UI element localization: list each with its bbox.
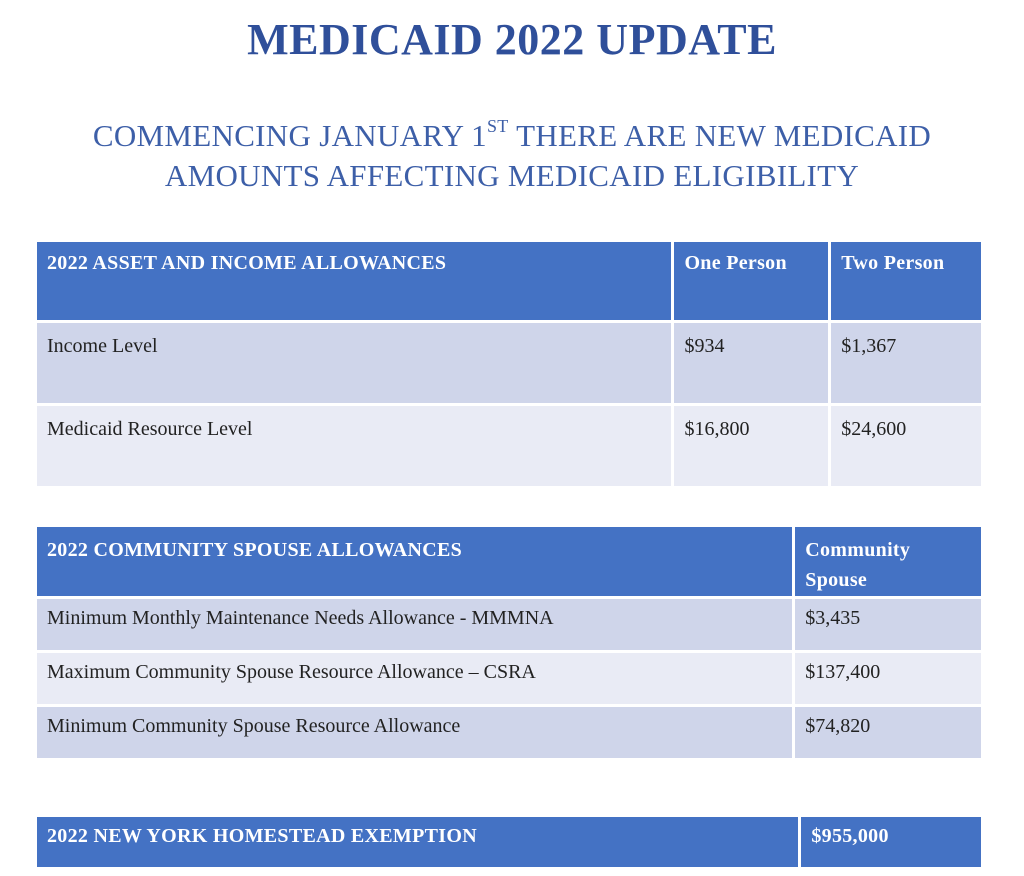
table-cell: Medicaid Resource Level bbox=[37, 406, 671, 486]
subtitle-part-1: COMMENCING JANUARY 1 bbox=[92, 118, 487, 153]
table-cell: Minimum Monthly Maintenance Needs Allowance - MMMNA bbox=[37, 599, 792, 650]
page-subtitle bbox=[60, 116, 964, 196]
subtitle-part-2: THERE ARE NEW MEDICAID AMOUNTS AFFECTING MEDICAID ELIGIBILITY bbox=[164, 118, 932, 193]
page-title: MEDICAID 2022 UPDATE bbox=[247, 15, 777, 64]
table-row bbox=[37, 707, 981, 758]
header-cell: Two Person bbox=[831, 242, 981, 320]
table-cell: $3,435 bbox=[795, 599, 981, 650]
header-cell: Community Spouse bbox=[795, 527, 981, 596]
header-cell: 2022 ASSET AND INCOME ALLOWANCES bbox=[37, 242, 671, 320]
subtitle-superscript: ST bbox=[486, 116, 509, 136]
header-cell: One Person bbox=[674, 242, 828, 320]
table-cell: Income Level bbox=[37, 323, 671, 403]
table-row bbox=[37, 323, 981, 403]
header-cell: 2022 COMMUNITY SPOUSE ALLOWANCES bbox=[37, 527, 792, 596]
table-cell: Maximum Community Spouse Resource Allowance – CSRA bbox=[37, 653, 792, 704]
table-cell: $1,367 bbox=[831, 323, 981, 403]
table-header-row bbox=[37, 527, 981, 596]
table-cell: $934 bbox=[674, 323, 828, 403]
table-cell: $24,600 bbox=[831, 406, 981, 486]
table-cell: $74,820 bbox=[795, 707, 981, 758]
table-row bbox=[37, 406, 981, 486]
table-row bbox=[37, 653, 981, 704]
asset-income-allowances-table bbox=[34, 239, 984, 489]
table-header-row bbox=[37, 817, 981, 867]
community-spouse-allowances-table bbox=[34, 524, 984, 761]
homestead-value: $955,000 bbox=[801, 817, 981, 867]
table-header-row bbox=[37, 242, 981, 320]
table-cell: $137,400 bbox=[795, 653, 981, 704]
table-row bbox=[37, 599, 981, 650]
table-cell: $16,800 bbox=[674, 406, 828, 486]
table-cell: Minimum Community Spouse Resource Allowance bbox=[37, 707, 792, 758]
homestead-label: 2022 NEW YORK HOMESTEAD EXEMPTION bbox=[37, 817, 798, 867]
homestead-exemption-table bbox=[34, 814, 984, 870]
